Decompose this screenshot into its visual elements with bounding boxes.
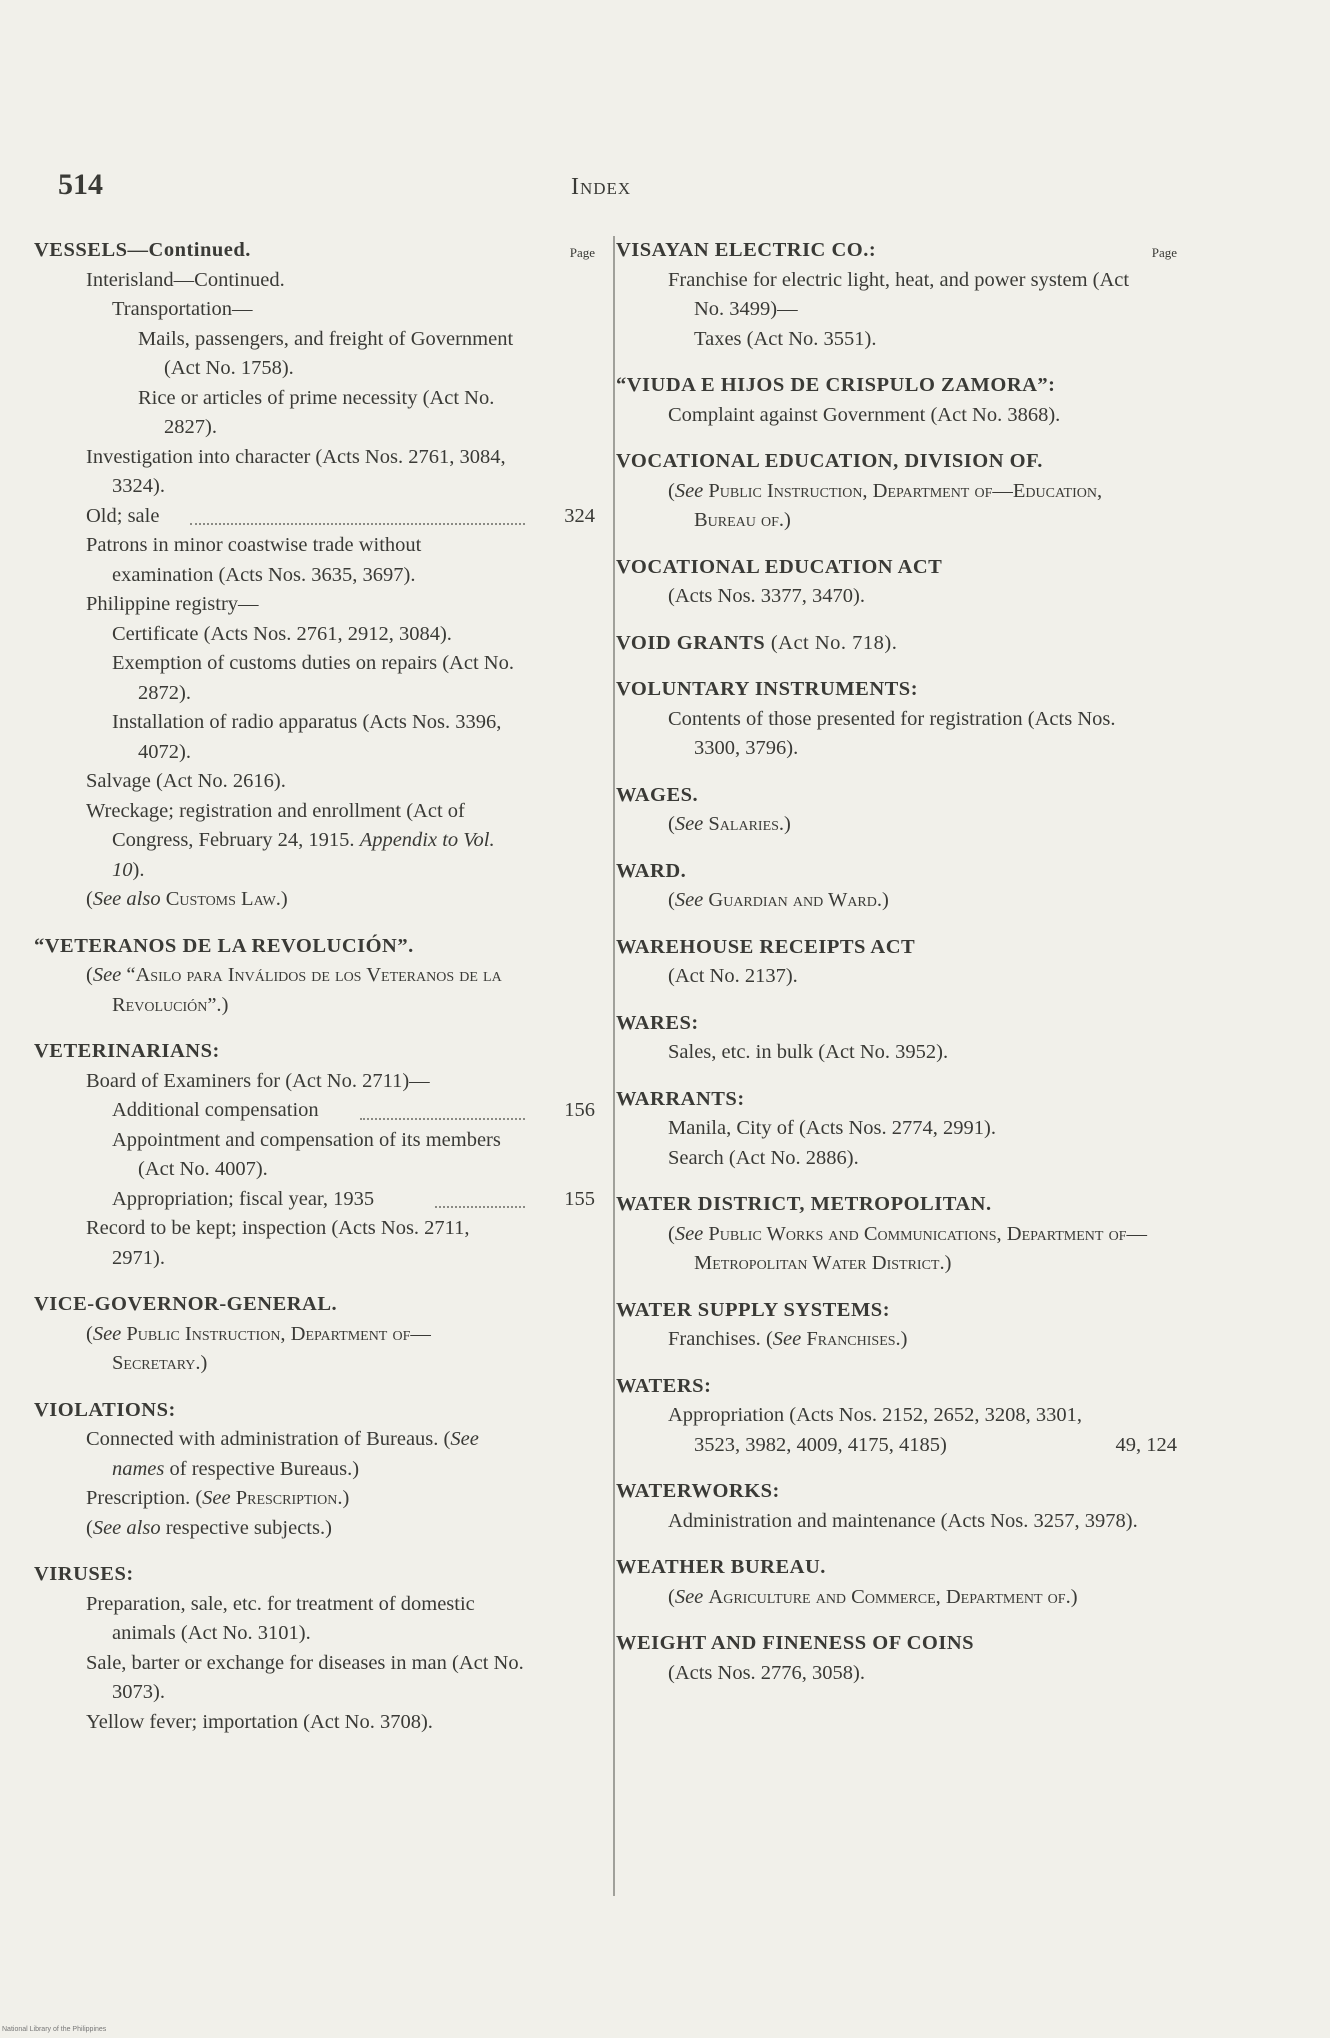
see-label: See (674, 479, 704, 502)
subentry: Franchise for electric light, heat, and power system (Act No. 3499)— (668, 268, 1130, 320)
subentry: Taxes (Act No. 3551). (694, 327, 877, 350)
entry-heading: WARES: (616, 1011, 699, 1034)
page-column-label: Page (569, 245, 595, 260)
subentry: (Act No. 2137). (668, 965, 798, 987)
page-column-label: Page (1151, 245, 1177, 260)
index-entry (616, 1009, 1177, 1068)
subentry: Board of Examiners for (Act No. 2711)— (86, 1069, 430, 1092)
subentry: Philippine registry— (86, 593, 259, 615)
subentry: Exemption of customs duties on repairs (Act No. 2872). (112, 652, 514, 704)
entry-heading: VETERINARIANS: (34, 1040, 220, 1062)
index-entry (616, 1629, 1177, 1688)
entry-heading: VOCATIONAL EDUCATION ACT (616, 555, 943, 578)
act-ref: (Act No. 718). (770, 631, 898, 654)
left-column (34, 236, 595, 1754)
subentry-text: Old; sale (86, 504, 160, 527)
entry-heading: WEIGHT AND FINENESS OF COINS (616, 1632, 975, 1654)
index-entry (616, 1296, 1177, 1355)
subentry-with-page (60, 502, 595, 532)
subentry: Search (Act No. 2886). (668, 1146, 859, 1169)
subentry: Patrons in minor coastwise trade without examination (Acts Nos. 3635, 3697). (86, 534, 422, 586)
see-label: See (92, 964, 122, 986)
page-ref: 155 (564, 1187, 595, 1210)
cross-ref-target: Prescription. (235, 1487, 343, 1509)
subentry: (Acts Nos. 3377, 3470). (668, 585, 866, 607)
subentry: Franchises. (See Franchises.) (668, 1328, 908, 1350)
subentry: Prescription. (See Prescription.) (86, 1487, 350, 1509)
entry-heading: WAGES. (616, 783, 699, 806)
subentry: Record to be kept; inspection (Acts Nos. 2711, 2971). (86, 1217, 470, 1269)
index-entry (34, 1290, 595, 1379)
entry-heading: VIRUSES: (34, 1563, 134, 1585)
subentry-with-page (60, 1096, 595, 1126)
index-entry (616, 1190, 1177, 1279)
subentry-text: Prescription. (86, 1487, 191, 1509)
cross-ref-target: Agriculture and Commerce, Department of. (708, 1585, 1071, 1608)
subentry: Connected with administration of Bureaus. (See names of respective Bureaus.) (86, 1428, 479, 1480)
index-entry (34, 932, 595, 1021)
subentry: Sale, barter or exchange for diseases in man (Act No. 3073). (86, 1651, 524, 1703)
subentry: Salvage (Act No. 2616). (86, 770, 286, 792)
subentry: Preparation, sale, etc. for treatment of domestic animals (Act No. 3101). (86, 1592, 475, 1644)
appendix-ref: Appendix to Vol. 10 (112, 829, 495, 881)
subentry: (Acts Nos. 2776, 3058). (668, 1661, 866, 1684)
entry-heading: VICE-GOVERNOR-GENERAL. (34, 1293, 338, 1315)
entry-heading: VOLUNTARY INSTRUMENTS: (616, 678, 919, 700)
entry-heading: WARRANTS: (616, 1087, 745, 1110)
index-entry (616, 371, 1177, 430)
entry-heading: WATERS: (616, 1374, 712, 1397)
see-label: See (674, 889, 704, 911)
cross-ref-target: Public Instruction, Department of—Secretary. (112, 1322, 431, 1374)
see-label: See (92, 1322, 122, 1345)
page-ref: 156 (564, 1099, 595, 1121)
index-entry (616, 1553, 1177, 1612)
see-label: See (674, 813, 704, 835)
subentry-with-page (60, 1185, 595, 1215)
subentry: Wreckage; registration and enrollment (Act of Congress, February 24, 1915. Appendix to Vol. 10). (86, 799, 495, 881)
cross-reference: (See “Asilo para Inválidos de los Veteranos de la Revolución”.) (86, 964, 502, 1016)
entry-heading: VESSELS—Continued. (34, 239, 251, 261)
cross-reference: (See also Customs Law.) (86, 888, 288, 910)
scan-footer: National Library of the Philippines (2, 2026, 107, 2033)
cross-ref-target: “Asilo para Inválidos de los Veteranos de la Revolución”. (112, 964, 502, 1016)
see-also-label: See also (92, 1516, 161, 1539)
index-entry (616, 675, 1177, 764)
subentry: Certificate (Acts Nos. 2761, 2912, 3084). (112, 622, 452, 645)
subentry: Rice or articles of prime necessity (Act No. 2827). (138, 386, 495, 438)
cross-reference: (See Agriculture and Commerce, Department of.) (668, 1585, 1078, 1608)
subentry-text: Appropriation (Acts Nos. 2152, 2652, 3208, 3301, 3523, 3982, 4009, 4175, 4185) (668, 1404, 1082, 1456)
subentry: Administration and maintenance (Acts Nos. 3257, 3978). (668, 1509, 1138, 1532)
heading-text: VOID GRANTS (616, 631, 766, 654)
running-title: Index (571, 174, 632, 200)
index-entry (616, 1372, 1177, 1461)
entry-heading: “VETERANOS DE LA REVOLUCIÓN”. (34, 934, 414, 957)
subentry: Appointment and compensation of its members (Act No. 4007). (112, 1128, 501, 1180)
dot-leader (360, 1118, 525, 1120)
entry-heading: “VIUDA E HIJOS DE CRISPULO ZAMORA”: (616, 374, 1056, 396)
subentry: Interisland—Continued. (86, 268, 285, 291)
subentry: Yellow fever; importation (Act No. 3708). (86, 1710, 433, 1733)
entry-heading: VIOLATIONS: (34, 1398, 176, 1421)
index-entry (616, 857, 1177, 916)
index-entry (616, 447, 1177, 536)
entry-heading: WEATHER BUREAU. (616, 1556, 826, 1578)
cross-ref-target: respective subjects. (165, 1516, 326, 1539)
subentry: Mails, passengers, and freight of Government (Act No. 1758). (138, 327, 514, 379)
entry-heading: WATERWORKS: (616, 1480, 780, 1502)
see-label: See (674, 1222, 704, 1245)
cross-ref-target: Salaries. (708, 813, 785, 835)
entry-heading: VOCATIONAL EDUCATION, DIVISION OF. (616, 450, 1043, 472)
cross-ref-target: Guardian and Ward. (708, 889, 883, 911)
see-label: See (772, 1328, 802, 1350)
entry-heading: WAREHOUSE RECEIPTS ACT (616, 935, 916, 958)
index-entry (616, 781, 1177, 840)
subentry: Contents of those presented for registration (Acts Nos. 3300, 3796). (668, 707, 1116, 759)
see-label: See (674, 1585, 704, 1608)
entry-heading (616, 629, 1177, 659)
index-entry (616, 236, 1177, 354)
entry-heading: WARD. (616, 859, 687, 882)
index-entry (616, 1477, 1177, 1536)
cross-ref-target: Public Instruction, Department of—Education, Bureau of. (694, 479, 1103, 531)
right-column (616, 236, 1177, 1705)
subentry: Sales, etc. in bulk (Act No. 3952). (668, 1041, 949, 1063)
cross-reference: (See also respective subjects.) (86, 1516, 332, 1539)
entry-heading: VISAYAN ELECTRIC CO.: (616, 239, 877, 261)
index-entry (616, 629, 1177, 659)
column-divider (613, 236, 615, 1896)
page-number: 514 (58, 168, 103, 201)
see-also-label: See also (92, 888, 161, 910)
subentry: Complaint against Government (Act No. 3868). (668, 403, 1061, 426)
cross-reference: (See Public Instruction, Department of—Education, Bureau of.) (668, 479, 1103, 531)
cross-reference: (See Public Instruction, Department of—Secretary.) (86, 1322, 431, 1374)
cross-reference: (See Guardian and Ward.) (668, 889, 889, 911)
index-entry (34, 1560, 595, 1737)
cross-ref-target: Customs Law. (165, 888, 281, 910)
subentry: Investigation into character (Acts Nos. 2761, 3084, 3324). (86, 445, 506, 497)
index-entry (34, 1396, 595, 1544)
cross-reference: (See Public Works and Communications, Department of—Metropolitan Water District.) (668, 1222, 1147, 1274)
index-entry (34, 236, 595, 915)
see-label: See (202, 1487, 231, 1509)
page-ref: 324 (564, 504, 595, 527)
index-entry (616, 1085, 1177, 1174)
subentry: Manila, City of (Acts Nos. 2774, 2991). (668, 1117, 996, 1139)
entry-heading: WATER DISTRICT, METROPOLITAN. (616, 1193, 992, 1215)
subentry-text: Additional compensation (112, 1099, 319, 1121)
entry-heading: WATER SUPPLY SYSTEMS: (616, 1298, 891, 1321)
index-entry (616, 933, 1177, 992)
cross-ref-target: Public Works and Communications, Department of—Metropolitan Water District. (694, 1222, 1147, 1274)
subentry-text: Wreckage; registration and enrollment (Act of Congress, February 24, 1915. (86, 799, 465, 851)
subentry: Transportation— (112, 298, 253, 320)
subentry-with-page (642, 1401, 1177, 1460)
subentry: Installation of radio apparatus (Acts Nos. 3396, 4072). (112, 711, 502, 763)
page-header (58, 168, 1158, 208)
cross-ref-target: Franchises. (806, 1328, 901, 1350)
subentry-text: of respective Bureaus. (169, 1457, 353, 1480)
subentry-text: Appropriation; fiscal year, 1935 (112, 1187, 375, 1210)
index-entry (616, 553, 1177, 612)
subentry-text: Franchises. (668, 1328, 761, 1350)
page-ref: 49, 124 (1115, 1433, 1177, 1456)
cross-reference: (See Salaries.) (668, 813, 791, 835)
index-entry (34, 1037, 595, 1273)
dot-leader (435, 1206, 525, 1208)
dot-leader (190, 523, 525, 525)
see-label: See names (112, 1428, 479, 1480)
subentry-text: Connected with administration of Bureaus. (86, 1428, 439, 1450)
